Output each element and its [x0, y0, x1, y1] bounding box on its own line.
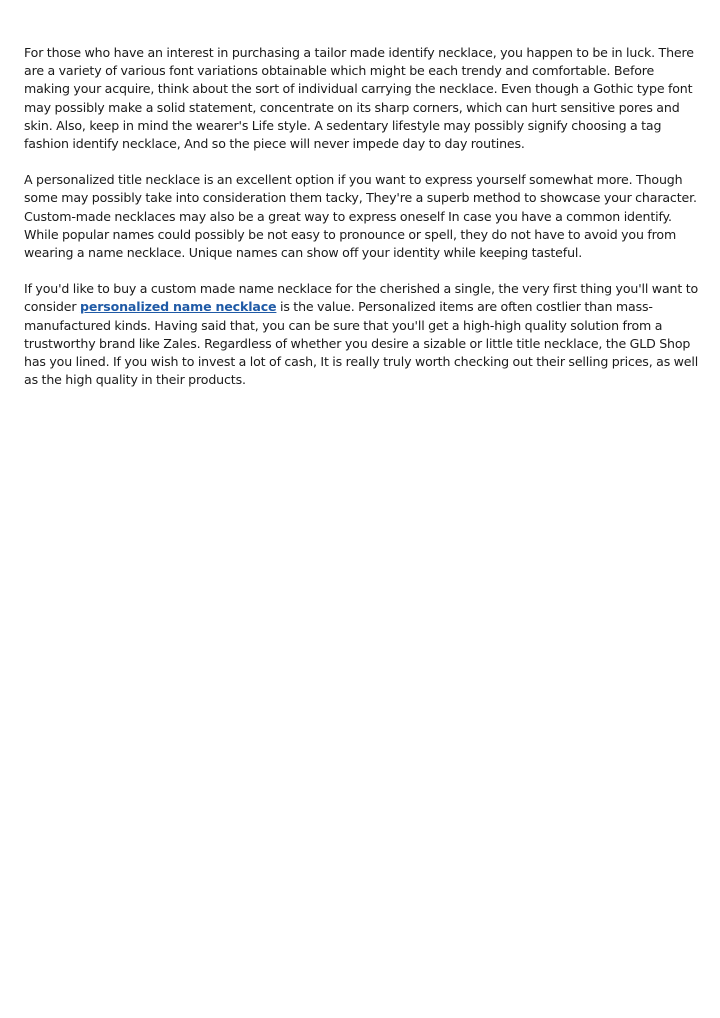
paragraph-2: A personalized title necklace is an excellent option if you want to express yourself somewhat more. Though some may possibly take into consideration them tacky, They're a superb method to showcase your character. Custom-made necklaces may also be a great way to express oneself In case you have a common identify. While popular names could possibly be not easy to pronounce or spell, they do not have to avoid you from wearing a name necklace. Unique names can show off your identity while keeping tasteful.	[24, 172, 697, 261]
paragraph-3	[24, 280, 700, 389]
paragraph-3-text-after: is the value. Personalized items are often costlier than mass-manufactured kinds. Having said that, you can be sure that you'll get a high-high quality solution from a trustworthy brand like Zales. Regardless of whether you desire a sizable or little title necklace, the GLD Shop has you lined. If you wish to invest a lot of cash, It is really truly worth checking out their selling prices, as well as the high quality in their products.	[24, 299, 699, 388]
article-body	[24, 44, 700, 407]
paragraph-1: For those who have an interest in purchasing a tailor made identify necklace, you happen to be in luck. There are a variety of various font variations obtainable which might be each trendy and comfortable. Before making your acquire, think about the sort of individual carrying the necklace. Even though a Gothic type font may possibly make a solid statement, concentrate on its sharp corners, which can hurt sensitive pores and skin. Also, keep in mind the wearer's Life style. A sedentary lifestyle may possibly signify choosing a tag fashion identify necklace, And so the piece will never impede day to day routines.	[24, 45, 694, 152]
personalized-name-necklace-link[interactable]: personalized name necklace	[79, 299, 277, 315]
paragraph-3-text-before: If you'd like to buy a custom made name necklace for the cherished a single, the very first thing you'll want to consider	[24, 281, 699, 315]
